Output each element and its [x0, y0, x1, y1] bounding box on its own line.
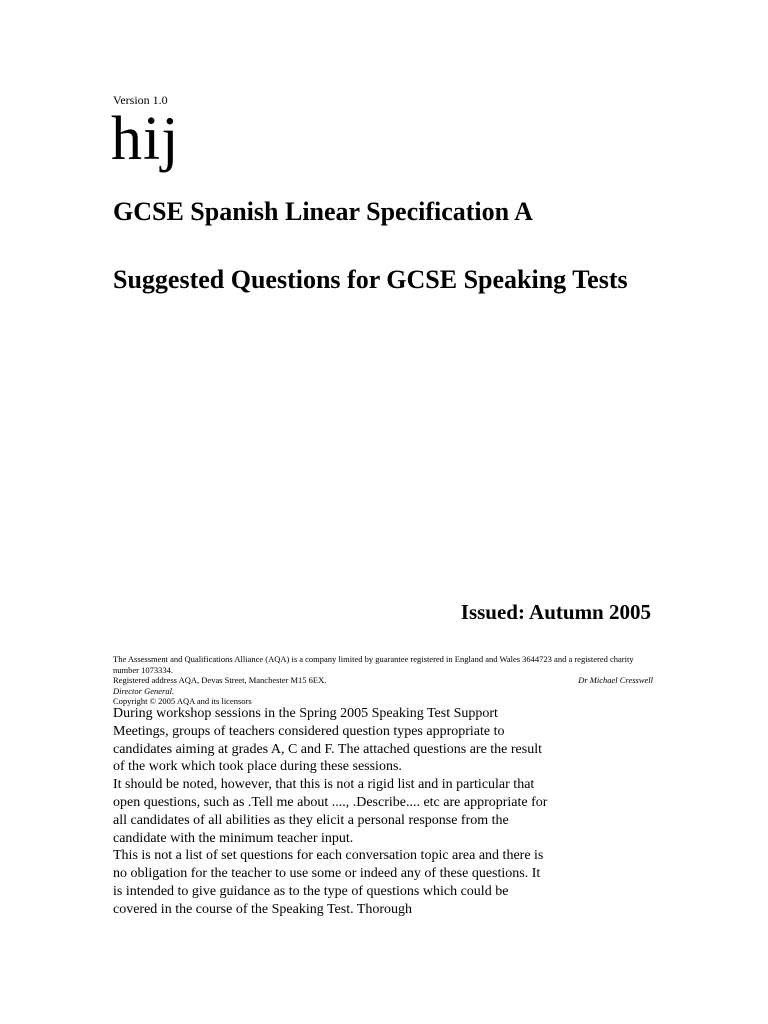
legal-notice — [113, 654, 653, 707]
legal-copyright: Copyright © 2005 AQA and its licensors — [113, 696, 252, 706]
body-text — [113, 705, 553, 919]
body-paragraph-1: During workshop sessions in the Spring 2005 Speaking Test Support Meetings, groups of teachers considered question types appropriate to candidates aiming at grades A, C and F. The attached questions are the result of the work which took place during these sessions. — [113, 706, 542, 775]
aqa-logo: hij — [111, 105, 180, 173]
legal-company-info: The Assessment and Qualifications Alliance (AQA) is a company limited by guarantee registered in England and Wales 3644723 and a registered charity number 1073334. — [113, 654, 634, 675]
legal-role: Director General. — [113, 685, 175, 696]
body-paragraph-3: This is not a list of set questions for each conversation topic area and there is no obligation for the teacher to use some or indeed any of these questions. It is intended to give guidance as to the type of questions which could be covered in the course of the Speaking Test. Thorough — [113, 848, 544, 917]
issued-date: Issued: Autumn 2005 — [460, 600, 651, 624]
version-label: Version 1.0 — [113, 93, 168, 107]
body-paragraph-2: It should be noted, however, that this is not a rigid list and in particular that open questions, such as .Tell me about ...., .Describe.... etc are appropriate for all candidates of all abilities as they elicit a personal response from the candidate with the minimum teacher input. — [113, 777, 548, 846]
legal-address: Registered address AQA, Devas Street, Manchester M15 6EX. — [113, 675, 327, 685]
document-title: GCSE Spanish Linear Specification A — [113, 197, 533, 226]
legal-address-row — [113, 675, 653, 686]
legal-signatory: Dr Michael Cresswell — [578, 675, 653, 685]
document-subtitle: Suggested Questions for GCSE Speaking Tests — [113, 265, 628, 294]
